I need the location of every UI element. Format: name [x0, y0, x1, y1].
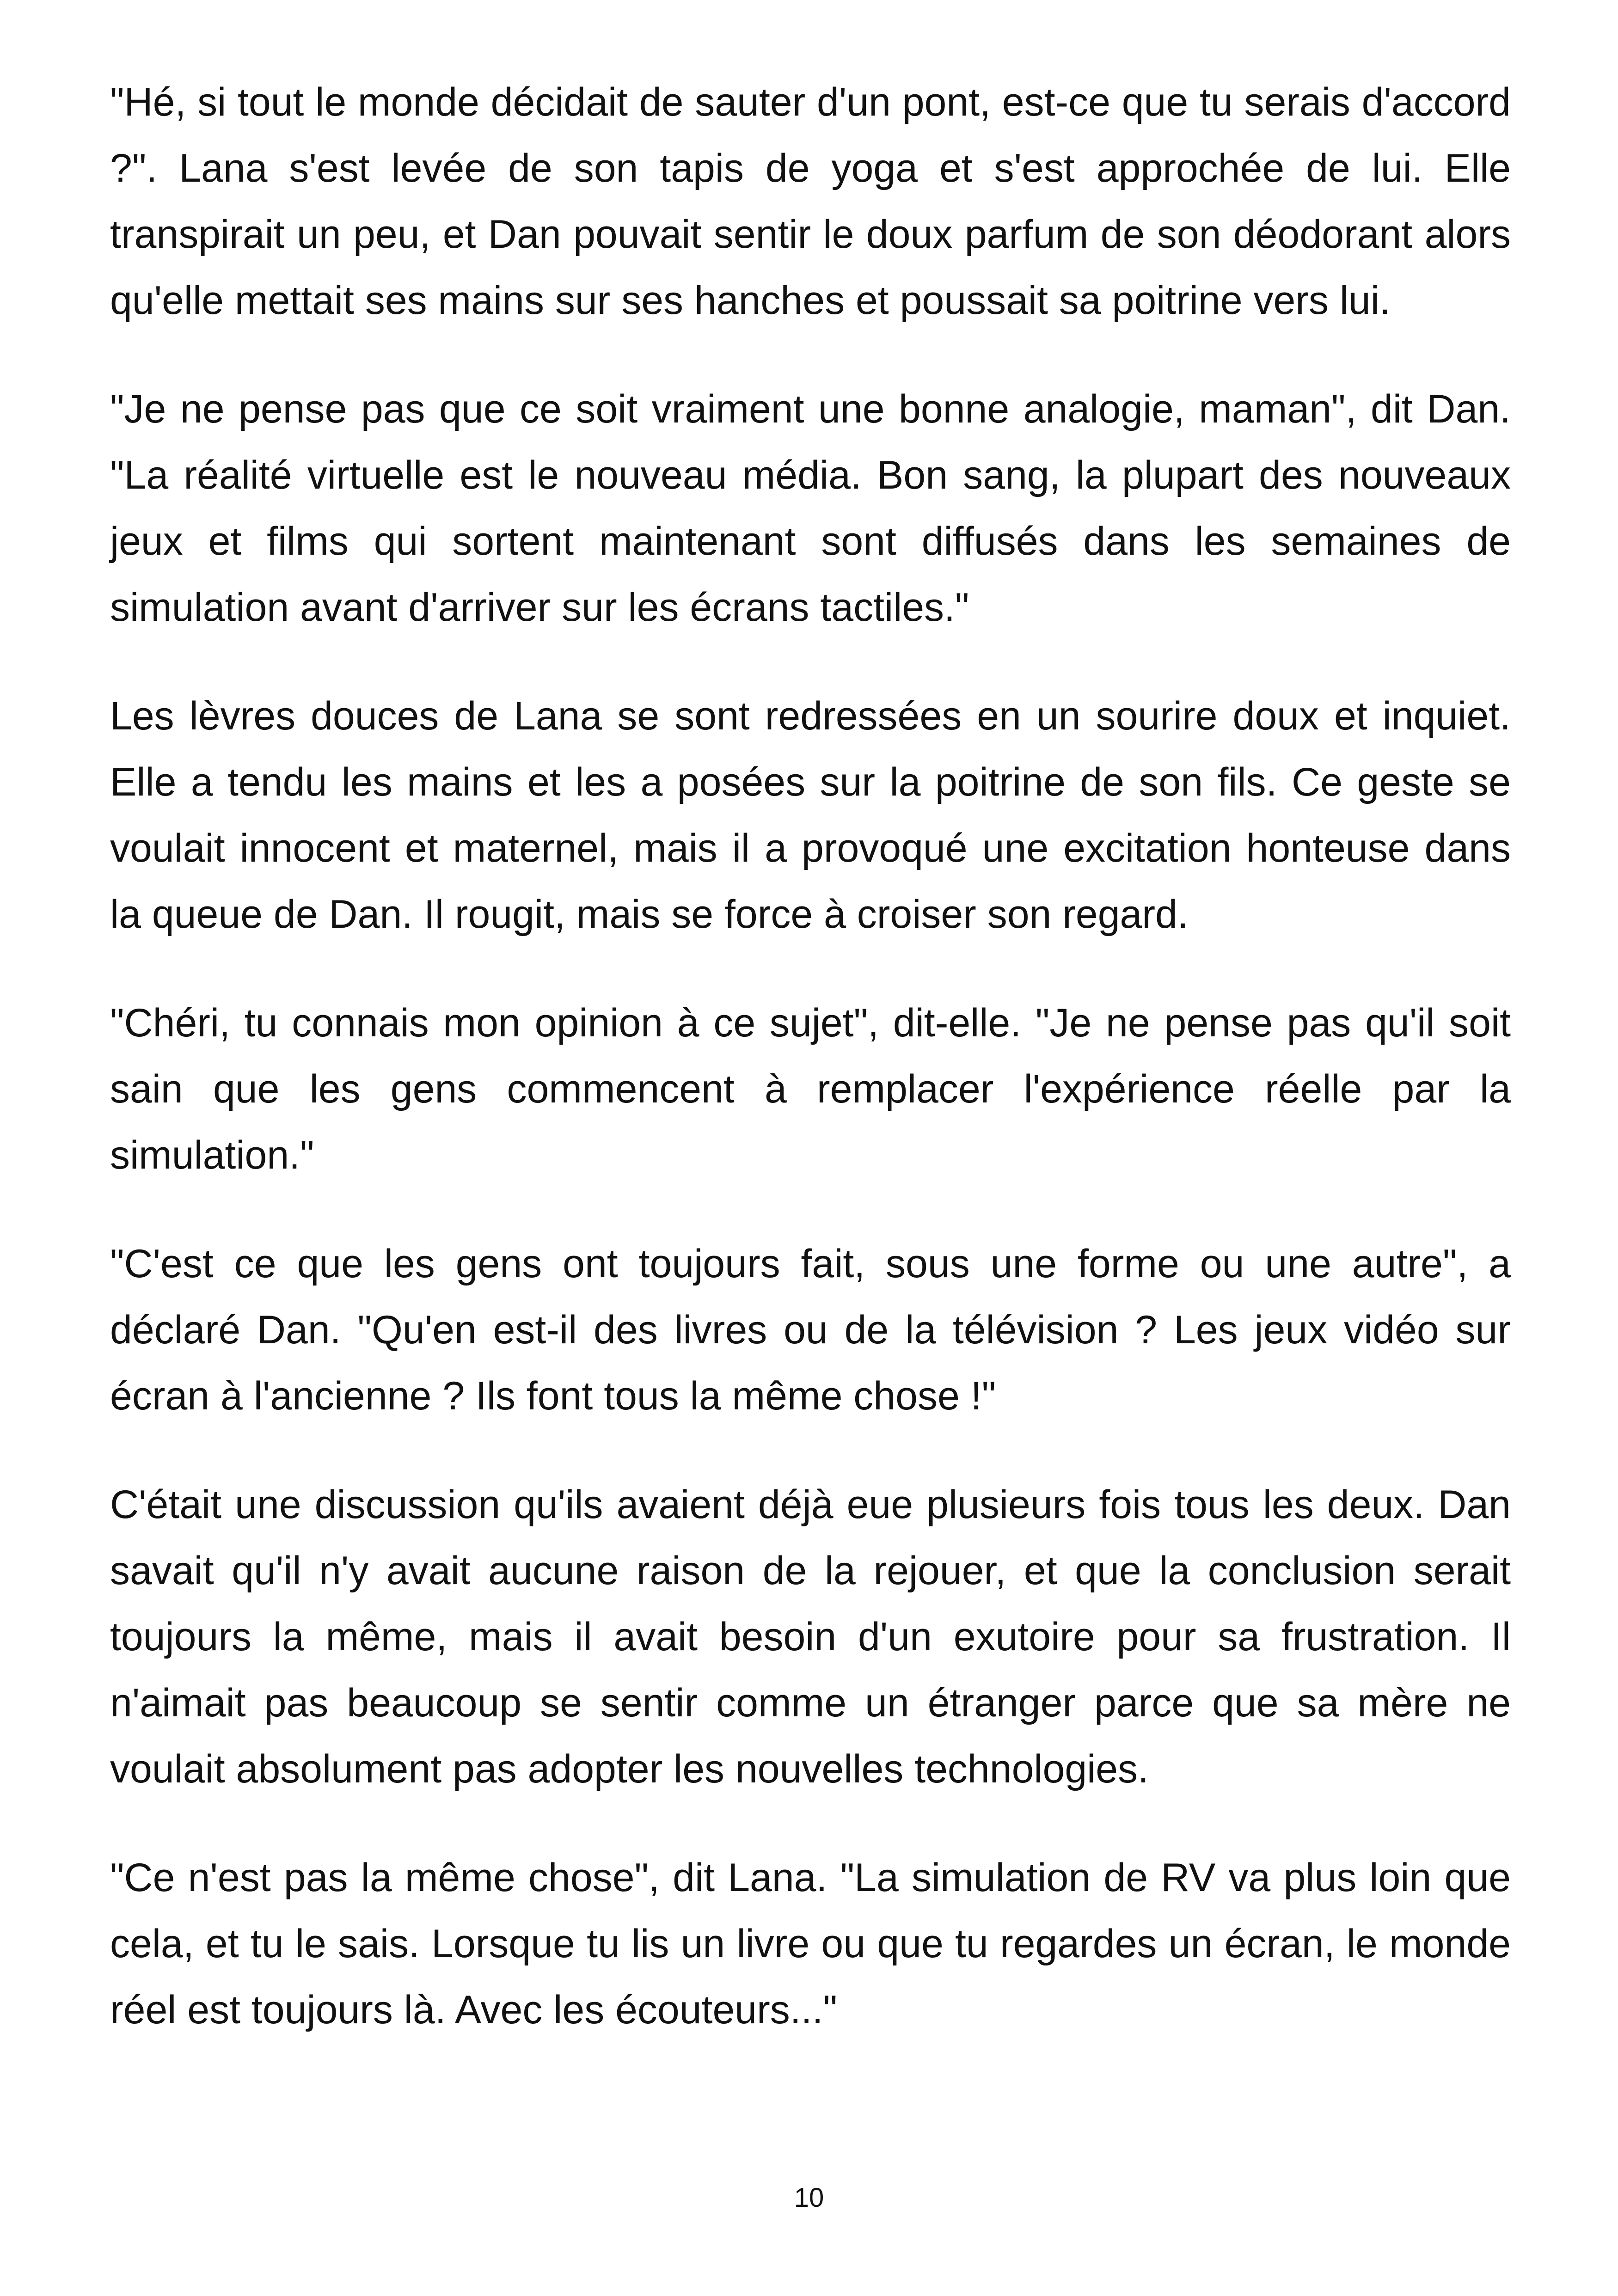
page-body — [110, 69, 1511, 2086]
paragraph-1: "Hé, si tout le monde décidait de sauter d'un pont, est-ce que tu serais d'accord ?". Lana s'est levée de son tapis de yoga et s'est approchée de lui. Elle transpirait un peu, et Dan pouvait sentir le doux parfum de son déodorant alors qu'elle mettait ses mains sur ses hanches et poussait sa poitrine vers lui. — [110, 80, 1511, 323]
paragraph-2: "Je ne pense pas que ce soit vraiment une bonne analogie, maman", dit Dan. "La réalité virtuelle est le nouveau média. Bon sang, la plupart des nouveaux jeux et films qui sortent maintenant sont diffusés dans les semaines de simulation avant d'arriver sur les écrans tactiles." — [110, 387, 1511, 630]
paragraph-7: "Ce n'est pas la même chose", dit Lana. "La simulation de RV va plus loin que cela, et tu le sais. Lorsque tu lis un livre ou que tu regardes un écran, le monde réel est toujours là. Avec les écouteurs..." — [110, 1855, 1511, 2032]
paragraph-3: Les lèvres douces de Lana se sont redressées en un sourire doux et inquiet. Elle a tendu les mains et les a posées sur la poitrine de son fils. Ce geste se voulait innocent et maternel, mais il a provoqué une excitation honteuse dans la queue de Dan. Il rougit, mais se force à croiser son regard. — [110, 694, 1511, 937]
paragraph-5: "C'est ce que les gens ont toujours fait, sous une forme ou une autre", a déclaré Dan. "Qu'en est-il des livres ou de la télévision ? Les jeux vidéo sur écran à l'ancienne ? Ils font tous la même chose !" — [110, 1242, 1511, 1418]
paragraph-6: C'était une discussion qu'ils avaient déjà eue plusieurs fois tous les deux. Dan savait qu'il n'y avait aucune raison de la rejouer, et que la conclusion serait toujours la même, mais il avait besoin d'un exutoire pour sa frustration. Il n'aimait pas beaucoup se sentir comme un étranger parce que sa mère ne voulait absolument pas adopter les nouvelles technologies. — [110, 1482, 1511, 1791]
page-number: 10 — [794, 2183, 824, 2213]
paragraph-4: "Chéri, tu connais mon opinion à ce sujet", dit-elle. "Je ne pense pas qu'il soit sain que les gens commencent à remplacer l'expérience réelle par la simulation." — [110, 1001, 1511, 1177]
